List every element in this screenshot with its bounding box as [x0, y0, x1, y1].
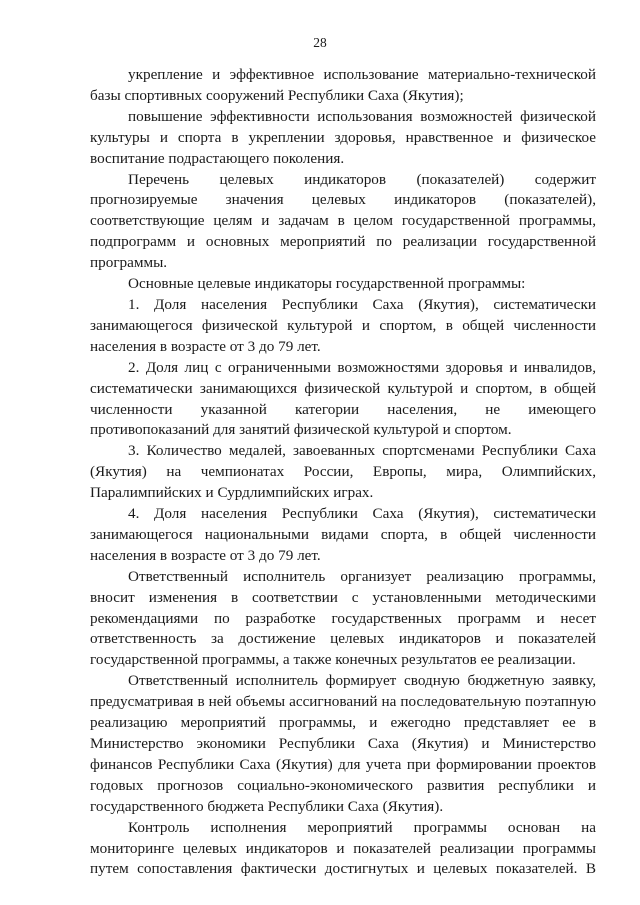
indicator-item-3: 3. Количество медалей, завоеванных спортсменами Республики Саха (Якутия) на чемпионатах России, Европы, мира, Олимпийских, Паралимпийских и Сурдлимпийских играх. [90, 442, 596, 502]
document-body [90, 65, 596, 880]
paragraph-material-base: укрепление и эффективное использование материально-технической базы спортивных сооружений Республики Саха (Якутия); [90, 66, 596, 104]
paragraph-responsible-executor: Ответственный исполнитель организует реализацию программы, вносит изменения в соответствии с установленными методическими рекомендациями по разработке государственных программ и несет ответственность за достижение целевых индикаторов и показателей государственной программы, а также конечных результатов ее реализации. [90, 567, 596, 669]
paragraph-indicator-list: Перечень целевых индикаторов (показателей) содержит прогнозируемые значения целевых индикаторов (показателей), соответствующие целям и задачам в целом государственной программы, подпрограмм и основных мероприятий по реализации государственной программы. [90, 170, 596, 272]
paragraph-budget-request: Ответственный исполнитель формирует сводную бюджетную заявку, предусматривая в ней объемы ассигнований на последовательную поэтапную реализацию мероприятий программы, и ежегодно представляет ее в Министерство экономики Республики Саха (Якутия) и Министерство финансов Республики Саха (Якутия) для учета при формировании проектов годовых прогнозов социально-экономического развития республики и государственного бюджета Республики Саха (Якутия). [90, 672, 596, 815]
paragraph-efficiency: повышение эффективности использования возможностей физической культуры и спорта в укреплении здоровья, нравственное и физическое воспитание подрастающего поколения. [90, 107, 596, 167]
page-number: 28 [313, 35, 327, 50]
paragraph-main-indicators-heading: Основные целевые индикаторы государственной программы: [128, 275, 526, 293]
paragraph-monitoring-control: Контроль исполнения мероприятий программы основан на мониторинге целевых индикаторов и показателей реализации программы путем сопоставления фактически достигнутых и целевых показателей. В [90, 818, 596, 878]
indicator-item-2: 2. Доля лиц с ограниченными возможностями здоровья и инвалидов, систематически занимающихся физической культурой и спортом, в общей численности указанной категории населения, не имеющего противопоказаний для занятий физической культурой и спортом. [90, 358, 596, 439]
indicator-item-1: 1. Доля населения Республики Саха (Якутия), систематически занимающегося физической культурой и спортом, в общей численности населения в возрасте от 3 до 79 лет. [90, 295, 596, 355]
indicator-item-4: 4. Доля населения Республики Саха (Якутия), систематически занимающегося национальными видами спорта, в общей численности населения в возрасте от 3 до 79 лет. [90, 505, 596, 564]
